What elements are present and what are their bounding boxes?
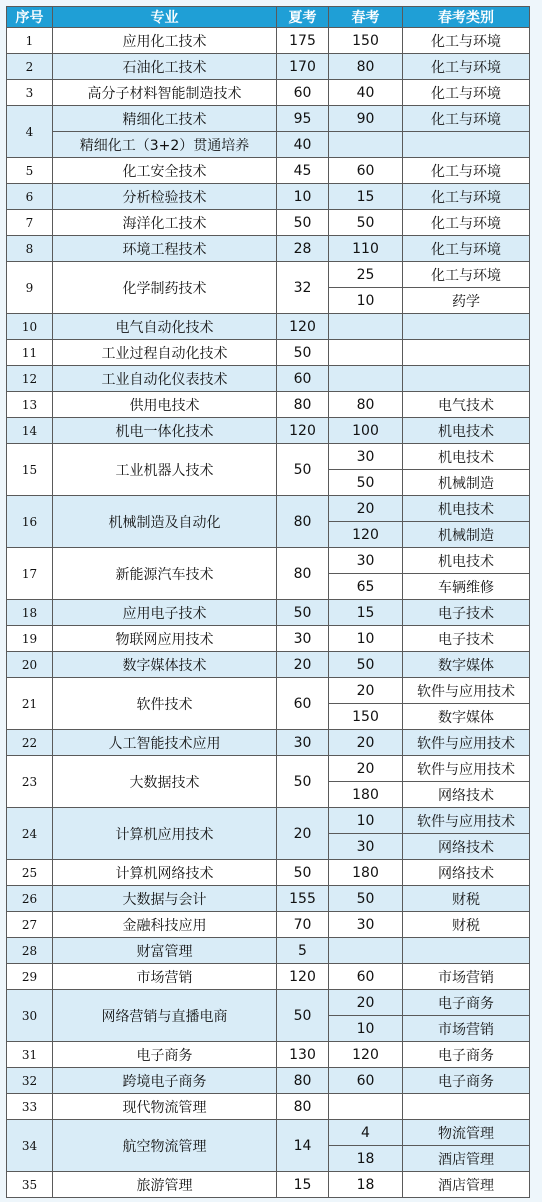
table-row — [7, 444, 530, 470]
major-name: 高分子材料智能制造技术 — [53, 80, 277, 106]
spring-quota: 50 — [329, 652, 403, 678]
spring-category: 车辆维修 — [403, 574, 530, 600]
summer-quota: 30 — [277, 730, 329, 756]
spring-category: 软件与应用技术 — [403, 678, 530, 704]
major-name: 海洋化工技术 — [53, 210, 277, 236]
spring-quota: 30 — [329, 444, 403, 470]
row-index: 5 — [7, 158, 53, 184]
spring-quota: 150 — [329, 704, 403, 730]
major-name: 现代物流管理 — [53, 1094, 277, 1120]
summer-quota: 155 — [277, 886, 329, 912]
major-name: 精细化工（3+2）贯通培养 — [53, 132, 277, 158]
spring-category: 财税 — [403, 912, 530, 938]
spring-quota: 30 — [329, 912, 403, 938]
row-index: 9 — [7, 262, 53, 314]
major-name: 大数据与会计 — [53, 886, 277, 912]
spring-quota: 40 — [329, 80, 403, 106]
spring-category: 物流管理 — [403, 1120, 530, 1146]
spring-quota: 15 — [329, 600, 403, 626]
spring-quota: 18 — [329, 1172, 403, 1198]
summer-quota: 50 — [277, 210, 329, 236]
row-index: 15 — [7, 444, 53, 496]
spring-quota: 15 — [329, 184, 403, 210]
row-index: 6 — [7, 184, 53, 210]
row-index: 33 — [7, 1094, 53, 1120]
row-index: 18 — [7, 600, 53, 626]
major-name: 航空物流管理 — [53, 1120, 277, 1172]
row-index: 8 — [7, 236, 53, 262]
spring-quota: 25 — [329, 262, 403, 288]
spring-category: 市场营销 — [403, 964, 530, 990]
row-index: 23 — [7, 756, 53, 808]
spring-quota: 120 — [329, 522, 403, 548]
table-body — [7, 28, 530, 1198]
spring-category — [403, 366, 530, 392]
table-row — [7, 886, 530, 912]
spring-quota: 100 — [329, 418, 403, 444]
row-index: 13 — [7, 392, 53, 418]
spring-quota — [329, 938, 403, 964]
spring-category: 数字媒体 — [403, 704, 530, 730]
spring-category: 化工与环境 — [403, 28, 530, 54]
spring-quota — [329, 366, 403, 392]
spring-category: 软件与应用技术 — [403, 808, 530, 834]
summer-quota: 80 — [277, 496, 329, 548]
major-name: 网络营销与直播电商 — [53, 990, 277, 1042]
table-row — [7, 366, 530, 392]
spring-category — [403, 132, 530, 158]
summer-quota: 15 — [277, 1172, 329, 1198]
summer-quota: 175 — [277, 28, 329, 54]
spring-quota: 20 — [329, 496, 403, 522]
spring-category: 化工与环境 — [403, 210, 530, 236]
summer-quota: 80 — [277, 1068, 329, 1094]
row-index: 10 — [7, 314, 53, 340]
spring-quota: 180 — [329, 782, 403, 808]
summer-quota: 130 — [277, 1042, 329, 1068]
table-row — [7, 158, 530, 184]
row-index: 11 — [7, 340, 53, 366]
major-name: 软件技术 — [53, 678, 277, 730]
summer-quota: 80 — [277, 548, 329, 600]
row-index: 35 — [7, 1172, 53, 1198]
spring-quota: 60 — [329, 964, 403, 990]
row-index: 31 — [7, 1042, 53, 1068]
spring-category: 机械制造 — [403, 522, 530, 548]
table-row — [7, 938, 530, 964]
major-name: 机械制造及自动化 — [53, 496, 277, 548]
spring-category: 网络技术 — [403, 834, 530, 860]
major-name: 供用电技术 — [53, 392, 277, 418]
table-row — [7, 860, 530, 886]
major-name: 精细化工技术 — [53, 106, 277, 132]
spring-quota: 30 — [329, 548, 403, 574]
major-name: 跨境电子商务 — [53, 1068, 277, 1094]
row-index: 21 — [7, 678, 53, 730]
spring-category: 药学 — [403, 288, 530, 314]
summer-quota: 170 — [277, 54, 329, 80]
spring-category: 化工与环境 — [403, 184, 530, 210]
table-row — [7, 1042, 530, 1068]
summer-quota: 50 — [277, 444, 329, 496]
spring-category: 机电技术 — [403, 548, 530, 574]
spring-category: 软件与应用技术 — [403, 756, 530, 782]
summer-quota: 50 — [277, 340, 329, 366]
header-summer-exam: 夏考 — [277, 7, 329, 28]
spring-category — [403, 340, 530, 366]
spring-quota: 50 — [329, 210, 403, 236]
spring-quota: 10 — [329, 808, 403, 834]
spring-quota: 50 — [329, 470, 403, 496]
major-name: 电子商务 — [53, 1042, 277, 1068]
spring-category: 机电技术 — [403, 418, 530, 444]
spring-category: 化工与环境 — [403, 80, 530, 106]
header-spring-exam: 春考 — [329, 7, 403, 28]
summer-quota: 10 — [277, 184, 329, 210]
summer-quota: 120 — [277, 964, 329, 990]
table-row — [7, 730, 530, 756]
spring-category: 机电技术 — [403, 444, 530, 470]
spring-quota: 20 — [329, 678, 403, 704]
major-name: 化工安全技术 — [53, 158, 277, 184]
spring-quota: 20 — [329, 990, 403, 1016]
spring-category: 网络技术 — [403, 860, 530, 886]
spring-category: 机械制造 — [403, 470, 530, 496]
table-row — [7, 340, 530, 366]
spring-quota: 65 — [329, 574, 403, 600]
row-index: 2 — [7, 54, 53, 80]
row-index: 1 — [7, 28, 53, 54]
spring-category: 酒店管理 — [403, 1146, 530, 1172]
spring-quota: 10 — [329, 288, 403, 314]
major-name: 旅游管理 — [53, 1172, 277, 1198]
row-index: 28 — [7, 938, 53, 964]
major-name: 工业自动化仪表技术 — [53, 366, 277, 392]
spring-category: 化工与环境 — [403, 54, 530, 80]
table-row — [7, 392, 530, 418]
summer-quota: 20 — [277, 808, 329, 860]
spring-quota: 80 — [329, 54, 403, 80]
table-row — [7, 1120, 530, 1146]
spring-category — [403, 314, 530, 340]
table-row — [7, 54, 530, 80]
spring-quota: 90 — [329, 106, 403, 132]
major-name: 人工智能技术应用 — [53, 730, 277, 756]
spring-category: 电子商务 — [403, 1042, 530, 1068]
spring-quota: 150 — [329, 28, 403, 54]
spring-category: 电气技术 — [403, 392, 530, 418]
table-header-row — [7, 7, 530, 28]
summer-quota: 120 — [277, 314, 329, 340]
spring-category: 软件与应用技术 — [403, 730, 530, 756]
row-index: 7 — [7, 210, 53, 236]
row-index: 17 — [7, 548, 53, 600]
spring-category: 化工与环境 — [403, 158, 530, 184]
summer-quota: 70 — [277, 912, 329, 938]
spring-quota: 80 — [329, 392, 403, 418]
spring-quota: 120 — [329, 1042, 403, 1068]
spring-quota: 18 — [329, 1146, 403, 1172]
table-row — [7, 1172, 530, 1198]
table-row — [7, 418, 530, 444]
summer-quota: 50 — [277, 860, 329, 886]
spring-quota: 20 — [329, 756, 403, 782]
table-row — [7, 1094, 530, 1120]
spring-category: 网络技术 — [403, 782, 530, 808]
enrollment-plan-table — [6, 6, 530, 1198]
table-row — [7, 808, 530, 834]
spring-category: 化工与环境 — [403, 262, 530, 288]
table-row — [7, 678, 530, 704]
summer-quota: 80 — [277, 1094, 329, 1120]
spring-category: 化工与环境 — [403, 236, 530, 262]
summer-quota: 120 — [277, 418, 329, 444]
row-index: 19 — [7, 626, 53, 652]
header-index: 序号 — [7, 7, 53, 28]
spring-category — [403, 938, 530, 964]
major-name: 环境工程技术 — [53, 236, 277, 262]
spring-category: 化工与环境 — [403, 106, 530, 132]
spring-quota: 50 — [329, 886, 403, 912]
table-row — [7, 210, 530, 236]
summer-quota: 50 — [277, 600, 329, 626]
summer-quota: 50 — [277, 990, 329, 1042]
spring-quota — [329, 132, 403, 158]
major-name: 计算机网络技术 — [53, 860, 277, 886]
table-row — [7, 184, 530, 210]
table-row — [7, 1068, 530, 1094]
spring-category: 电子技术 — [403, 600, 530, 626]
row-index: 16 — [7, 496, 53, 548]
summer-quota: 28 — [277, 236, 329, 262]
spring-category: 数字媒体 — [403, 652, 530, 678]
major-name: 电气自动化技术 — [53, 314, 277, 340]
row-index: 32 — [7, 1068, 53, 1094]
major-name: 工业过程自动化技术 — [53, 340, 277, 366]
table-row — [7, 912, 530, 938]
table-row — [7, 626, 530, 652]
spring-quota: 4 — [329, 1120, 403, 1146]
spring-quota — [329, 340, 403, 366]
spring-quota: 60 — [329, 158, 403, 184]
major-name: 物联网应用技术 — [53, 626, 277, 652]
table-row — [7, 496, 530, 522]
table-row — [7, 548, 530, 574]
major-name: 分析检验技术 — [53, 184, 277, 210]
spring-category: 机电技术 — [403, 496, 530, 522]
table-row — [7, 652, 530, 678]
summer-quota: 32 — [277, 262, 329, 314]
major-name: 工业机器人技术 — [53, 444, 277, 496]
summer-quota: 14 — [277, 1120, 329, 1172]
summer-quota: 80 — [277, 392, 329, 418]
spring-category — [403, 1094, 530, 1120]
major-name: 市场营销 — [53, 964, 277, 990]
summer-quota: 50 — [277, 756, 329, 808]
table-row — [7, 262, 530, 288]
spring-quota: 20 — [329, 730, 403, 756]
table-row — [7, 80, 530, 106]
major-name: 计算机应用技术 — [53, 808, 277, 860]
summer-quota: 30 — [277, 626, 329, 652]
spring-quota — [329, 314, 403, 340]
spring-quota: 10 — [329, 1016, 403, 1042]
spring-category: 电子商务 — [403, 1068, 530, 1094]
table-row — [7, 314, 530, 340]
major-name: 金融科技应用 — [53, 912, 277, 938]
summer-quota: 60 — [277, 366, 329, 392]
spring-category: 酒店管理 — [403, 1172, 530, 1198]
major-name: 石油化工技术 — [53, 54, 277, 80]
major-name: 财富管理 — [53, 938, 277, 964]
major-name: 化学制药技术 — [53, 262, 277, 314]
major-name: 机电一体化技术 — [53, 418, 277, 444]
spring-category: 财税 — [403, 886, 530, 912]
summer-quota: 60 — [277, 80, 329, 106]
major-name: 大数据技术 — [53, 756, 277, 808]
table-row — [7, 756, 530, 782]
spring-quota: 110 — [329, 236, 403, 262]
table-row — [7, 600, 530, 626]
summer-quota: 95 — [277, 106, 329, 132]
row-index: 3 — [7, 80, 53, 106]
summer-quota: 5 — [277, 938, 329, 964]
row-index: 25 — [7, 860, 53, 886]
summer-quota: 60 — [277, 678, 329, 730]
summer-quota: 20 — [277, 652, 329, 678]
summer-quota: 45 — [277, 158, 329, 184]
spring-quota: 180 — [329, 860, 403, 886]
spring-category: 电子技术 — [403, 626, 530, 652]
major-name: 新能源汽车技术 — [53, 548, 277, 600]
row-index: 26 — [7, 886, 53, 912]
row-index: 34 — [7, 1120, 53, 1172]
spring-category: 电子商务 — [403, 990, 530, 1016]
major-name: 数字媒体技术 — [53, 652, 277, 678]
spring-category: 市场营销 — [403, 1016, 530, 1042]
row-index: 27 — [7, 912, 53, 938]
table-row — [7, 964, 530, 990]
spring-quota: 30 — [329, 834, 403, 860]
row-index: 14 — [7, 418, 53, 444]
spring-quota — [329, 1094, 403, 1120]
major-name: 应用电子技术 — [53, 600, 277, 626]
row-index: 12 — [7, 366, 53, 392]
row-index: 4 — [7, 106, 53, 158]
table-row — [7, 106, 530, 132]
row-index: 30 — [7, 990, 53, 1042]
spring-quota: 60 — [329, 1068, 403, 1094]
table-row — [7, 28, 530, 54]
row-index: 20 — [7, 652, 53, 678]
header-major: 专业 — [53, 7, 277, 28]
table-row — [7, 132, 530, 158]
summer-quota: 40 — [277, 132, 329, 158]
major-name: 应用化工技术 — [53, 28, 277, 54]
row-index: 24 — [7, 808, 53, 860]
row-index: 29 — [7, 964, 53, 990]
header-spring-category: 春考类别 — [403, 7, 530, 28]
row-index: 22 — [7, 730, 53, 756]
enrollment-table-container — [6, 6, 529, 1198]
table-row — [7, 990, 530, 1016]
spring-quota: 10 — [329, 626, 403, 652]
table-row — [7, 236, 530, 262]
